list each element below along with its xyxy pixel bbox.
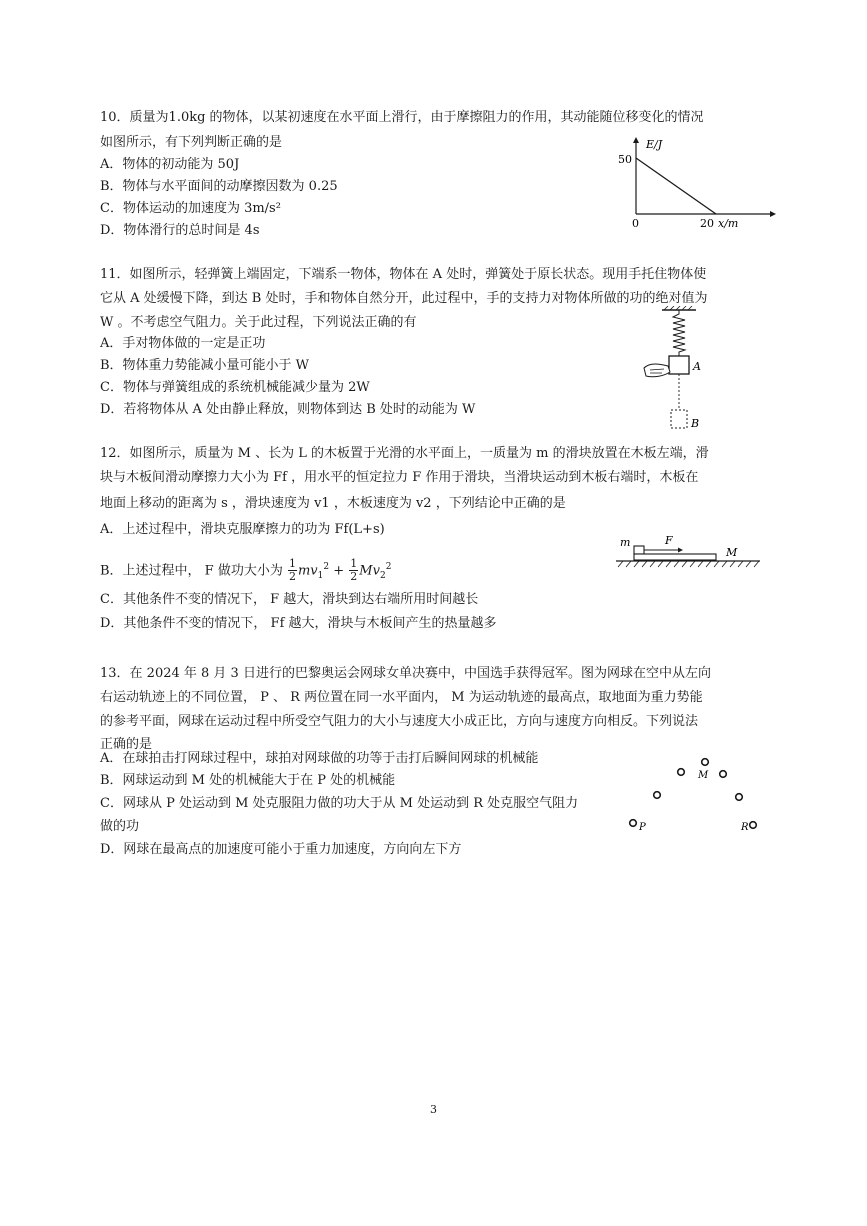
ball-position-m xyxy=(702,759,709,766)
q12-option-c: C．其他条件不变的情况下， F 越大，滑块到达右端所用时间越长 xyxy=(100,592,479,607)
q11-stem-line-2: 它从 A 处缓慢下降，到达 B 处时，手和物体自然分开，此过程中，手的支持力对物体所做的功的绝对值为 xyxy=(100,291,708,306)
ball-position-5 xyxy=(720,771,727,778)
wooden-board xyxy=(634,554,716,560)
q13-option-d: D．网球在最高点的加速度可能小于重力加速度，方向向左下方 xyxy=(100,842,462,857)
q10-option-d: D．物体滑行的总时间是 4s xyxy=(100,223,260,238)
q11-option-a: A．手对物体做的一定是正功 xyxy=(100,336,266,351)
half-fraction-2: $\frac{1}{2}$ xyxy=(350,557,358,584)
slider-block xyxy=(634,546,644,554)
q12-option-a: A．上述过程中，滑块克服摩擦力的功为 Ff(L+s) xyxy=(100,522,385,537)
spring-icon xyxy=(673,310,685,356)
q12-stem-line-3: 地面上移动的距离为 s ，滑块速度为 v1 ，木板速度为 v2 ，下列结论中正确的是 xyxy=(100,496,566,511)
q13-trajectory-figure xyxy=(622,752,768,838)
block-at-a xyxy=(669,356,689,374)
q13-stem-line-3: 的参考平面，网球在运动过程中所受空气阻力的大小与速度大小成正比，方向与速度方向相反。下列说法 xyxy=(100,714,699,729)
q10-option-a: A．物体的初动能为 50J xyxy=(100,157,240,172)
q11-stem-line-3: W 。不考虑空气阻力。关于此过程，下列说法正确的有 xyxy=(100,315,417,330)
q11-option-c: C．物体与弹簧组成的系统机械能减少量为 2W xyxy=(100,380,370,395)
x-axis-label: x/m xyxy=(718,217,739,230)
q10-option-b: B．物体与水平面间的动摩擦因数为 0.25 xyxy=(100,179,338,194)
q12-option-d: D．其他条件不变的情况下， Ff 越大，滑块与木板间产生的热量越多 xyxy=(100,616,497,631)
half-fraction-1: $\frac{1}{2}$ xyxy=(288,557,296,584)
page-number: 3 xyxy=(430,1103,437,1116)
y-tick-label: 50 xyxy=(618,153,632,166)
q13-stem-line-1: 13．在 2024 年 8 月 3 日进行的巴黎奥运会网球女单决赛中，中国选手获得冠军。图为网球在空中从左向 xyxy=(100,666,711,681)
q12-stem-line-1: 12．如图所示，质量为 M 、长为 L 的木板置于光滑的水平面上，一质量为 m 的滑块放置在木板左端，滑 xyxy=(100,446,709,461)
q11-option-b: B．物体重力势能减小量可能小于 W xyxy=(100,358,310,373)
label-b: B xyxy=(691,417,700,430)
label-p: P xyxy=(639,822,646,833)
q11-stem-line-1: 11．如图所示，轻弹簧上端固定，下端系一物体，物体在 A 处时，弹簧处于原长状态。现用手托住物体使 xyxy=(100,267,707,282)
ball-position-p xyxy=(630,820,637,827)
q13-stem-line-4: 正确的是 xyxy=(100,737,153,752)
label-a: A xyxy=(693,360,701,373)
q12-block-board-figure xyxy=(614,530,764,576)
ball-position-3 xyxy=(678,769,685,776)
q10-stem-line-1: 10．质量为1.0kg 的物体，以某初速度在水平面上滑行，由于摩擦阻力的作用，其动能随位移变化的情况 xyxy=(100,110,704,125)
q13-option-c-line-1: C．网球从 P 处运动到 M 处克服阻力做的功大于从 M 处运动到 R 处克服空气阻力 xyxy=(100,796,579,811)
force-arrowhead-icon xyxy=(678,548,683,553)
block-at-b xyxy=(671,410,687,428)
y-axis-arrow-icon xyxy=(633,137,639,143)
x-axis-arrow-icon xyxy=(770,211,776,217)
x-tick-label-0: 0 xyxy=(632,217,639,230)
ball-position-r xyxy=(750,822,757,829)
q10-stem-line-2: 如图所示，有下列判断正确的是 xyxy=(100,135,283,150)
series-line xyxy=(636,158,716,214)
q13-option-c-line-2: 做的功 xyxy=(100,819,140,834)
q13-option-b: B．网球运动到 M 处的机械能大于在 P 处的机械能 xyxy=(100,773,396,788)
q10-option-c: C．物体运动的加速度为 3m/s² xyxy=(100,201,281,216)
q10-ek-x-graph xyxy=(610,134,780,234)
ball-position-2 xyxy=(654,792,661,799)
q12-option-b: B．上述过程中， F 做功大小为 $\frac{1}{2}$ $mv_1^2$ + $\frac{1}{2}$ $Mv_2^2$ xyxy=(100,557,392,584)
label-board-mass: M xyxy=(726,546,738,559)
label-m: m xyxy=(620,536,631,549)
q13-stem-line-2: 右运动轨迹上的不同位置， P 、 R 两位置在同一水平面内， M 为运动轨迹的最高点，取地面为重力势能 xyxy=(100,690,703,705)
q12-option-b-text: B．上述过程中， F 做功大小为 xyxy=(100,563,283,579)
ball-position-6 xyxy=(736,794,743,801)
label-force: F xyxy=(665,534,673,547)
q13-option-a: A．在球拍击打网球过程中，球拍对网球做的功等于击打后瞬间网球的机械能 xyxy=(100,751,539,766)
label-m: M xyxy=(698,770,709,781)
ground-hatch xyxy=(618,561,759,567)
label-r: R xyxy=(741,822,749,833)
x-tick-label-20: 20 xyxy=(700,217,714,230)
y-axis-label: E/J xyxy=(646,138,663,151)
hand-icon xyxy=(644,364,670,377)
q11-option-d: D．若将物体从 A 处由静止释放，则物体到达 B 处时的动能为 W xyxy=(100,402,476,417)
q12-stem-line-2: 块与木板间滑动摩擦力大小为 Ff ，用水平的恒定拉力 F 作用于滑块，当滑块运动到木板右端时，木板在 xyxy=(100,470,699,485)
q11-spring-figure xyxy=(640,306,720,442)
